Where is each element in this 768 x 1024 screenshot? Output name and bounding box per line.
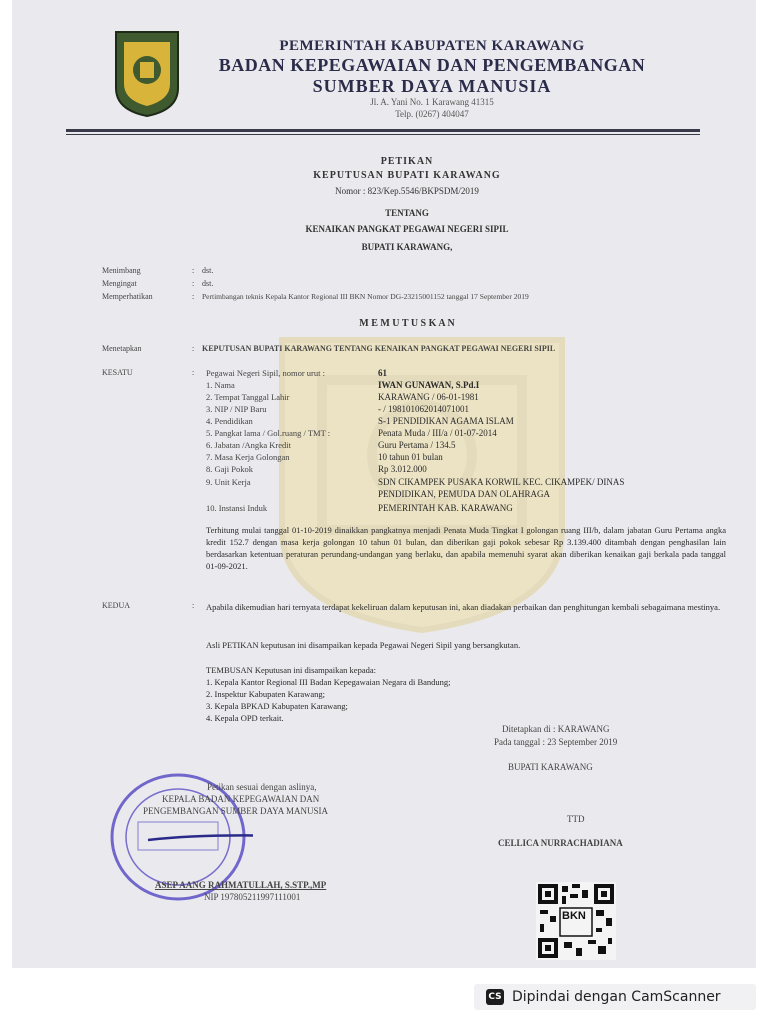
letterhead-rule [66, 129, 700, 132]
letterhead [162, 38, 702, 120]
field-label-nomor-urut: Pegawai Negeri Sipil, nomor urut : [206, 368, 325, 378]
field-label-pangkat: 5. Pangkat lama / Gol.ruang / TMT : [206, 428, 331, 438]
camscanner-watermark [474, 984, 756, 1010]
field-label-nama: 1. Nama [206, 380, 235, 390]
letterhead-line2: BADAN KEPEGAWAIAN DAN PENGEMBANGAN [218, 55, 646, 75]
ttd-label: TTD [567, 814, 585, 824]
tembusan-title: TEMBUSAN Keputusan ini disampaikan kepada: [206, 665, 376, 675]
bupati-heading: BUPATI KARAWANG, [361, 242, 453, 252]
memperhatikan-value: Pertimbangan teknis Kepala Kantor Regional III BKN Nomor DG-23215001152 tanggal 17 September 2019 [202, 292, 529, 301]
tembusan-item: 1. Kepala Kantor Regional III Badan Kepegawaian Negara di Bandung; [206, 677, 451, 687]
tembusan-item: 3. Kepala BPKAD Kabupaten Karawang; [206, 701, 348, 711]
field-value-nomor-urut: 61 [378, 368, 387, 378]
field-label-pendidikan: 4. Pendidikan [206, 416, 253, 426]
menetapkan-label: Menetapkan [102, 344, 142, 353]
field-label-nip: 3. NIP / NIP Baru [206, 404, 267, 414]
bupati-name: CELLICA NURRACHADIANA [498, 838, 623, 848]
field-label-masa-kerja: 7. Masa Kerja Golongan [206, 452, 290, 462]
letterhead-rule-thin [66, 134, 700, 135]
ditetapkan-di: Ditetapkan di : KARAWANG [502, 724, 610, 734]
qr-center-label: BKN [562, 910, 586, 922]
menetapkan-value: KEPUTUSAN BUPATI KARAWANG TENTANG KENAIKAN PANGKAT PEGAWAI NEGERI SIPIL [202, 344, 556, 353]
memperhatikan-label: Memperhatikan [102, 292, 153, 301]
petikan-heading: PETIKAN [380, 156, 434, 167]
field-label-gaji: 8. Gaji Pokok [206, 464, 253, 474]
ditetapkan-tanggal: Pada tanggal : 23 September 2019 [494, 737, 618, 747]
decree-number: Nomor : 823/Kep.5546/BKPSDM/2019 [335, 186, 479, 196]
field-value-pendidikan: S-1 PENDIDIKAN AGAMA ISLAM [378, 416, 514, 426]
salinan-line2: KEPALA BADAN KEPEGAWAIAN DAN [162, 794, 320, 804]
bupati-title: BUPATI KARAWANG [508, 762, 593, 772]
camscanner-label: Dipindai dengan CamScanner [512, 989, 721, 1005]
field-label-unit-kerja: 9. Unit Kerja [206, 477, 251, 487]
field-label-ttl: 2. Tempat Tanggal Lahir [206, 392, 290, 402]
field-label-jabatan: 6. Jabatan /Angka Kredit [206, 440, 291, 450]
salinan-name: ASEP AANG RAHMATULLAH, S.STP.,MP [155, 880, 327, 890]
kesatu-label: KESATU [102, 368, 133, 377]
field-value-instansi: PEMERINTAH KAB. KARAWANG [378, 503, 513, 513]
salinan-nip: NIP 197805211997111001 [204, 892, 301, 902]
field-label-instansi: 10. Instansi Induk [206, 503, 268, 513]
menimbang-value: dst. [202, 266, 214, 275]
kedua-label: KEDUA [102, 601, 130, 610]
kedua-text: Apabila dikemudian hari ternyata terdapat kekeliruan dalam keputusan ini, akan diadakan perbaikan dan penghitungan kembali sebagaimana mestinya. [206, 602, 721, 612]
document-sheet: PEMERINTAH KABUPATEN KARAWANG BADAN KEPEGAWAIAN DAN PENGEMBANGAN SUMBER DAYA MANUSIA Jl. A. Yani No. 1 Karawang 41315 Telp. (0267) 404047 PETIKAN KEPUTUSAN BUPATI KARAWANG Nomor : 823/Kep.5546/BKPSDM/2019 TENTANG KENAIKAN PANGKAT PEGAWAI NEGERI SIPIL BUPATI KARAWANG, Menimbang : dst. Mengingat : dst. Memperhatikan : Pertimbangan teknis Kepala Kantor Regional III BKN Nomor DG-23215001152 tanggal 17 September 2019 M E M U T U S K A N Menetapkan : KEPUTUSAN BUPATI KARAWANG TENTANG KENAIKAN PANGKAT PEGAWAI NEGERI SIPIL KESATU : Pegawai Negeri Sipil, nomor urut : 61 1. Nama IWAN GUNAWAN, S.Pd.I 2. Tempat Tanggal Lahir KARAWANG / 06-01-1981 3. NIP / NIP Baru - / 198101062014071001 4. Pendidikan S-1 PENDIDIKAN AGAMA ISLAM 5. Pangkat lama / Gol.ruang / TMT : Penata Muda / III/a / 01-07-2014 6. Jabatan /Angka Kredit Guru Pertama / 134.5 7. Masa Kerja Golongan 10 tahun 01 bulan 8. Gaji Pokok Rp 3.012.000 9. Unit Kerja SDN CIKAMPEK PUSAKA KORWIL KEC. CIKAMPEK/ DINAS PENDIDIKAN, PEMUDA DAN OLAHRAGA 10. Instansi Induk PEMERINTAH KAB. KARAWANG Terhitung mulai tanggal 01-10-2019 dinaikkan pangkatnya menjadi Penata Muda Tingkat I golongan ruang III/b, dalam jabatan Guru Pertama angka kredit 152.7 dengan masa kerja golongan 10 tahun 01 bulan, dan diberikan gaji pokok sebesar Rp 3.139.400 ditambah dengan penghasilan lain berdasarkan ketentuan peraturan perundang-undangan yang berlaku, dan apabila memenuhi syarat akan diberikan kenaikan gaji berkala pada tanggal 01-09-2021. KEDUA : Apabila dikemudian hari ternyata terdapat kekeliruan dalam keputusan ini, akan diadakan perbaikan dan penghitungan kembali sebagaimana mestinya. Asli PETIKAN keputusan ini disampaikan kepada Pegawai Negeri Sipil yang bersangkutan. TEMBUSAN Keputusan ini disampaikan kepada: 1. Kepala Kantor Regional III Badan Kepegawaian Negara di Bandung; 2. Inspektur Kabupaten Karawang; 3. Kepala BPKAD Kabupaten Karawang; 4. Kepala OPD terkait. Ditetapkan di : KARAWANG Pada tanggal : 23 September 2019 BUPATI KARAWANG TTD CELLICA NURRACHADIANA Petikan sesuai dengan aslinya, KEPALA BADAN KEPEGAWAIAN DAN PENGEMBANGAN SUMBER DAYA MANUSIA ASEP AANG RAHMATULLAH, S.STP.,MP NIP 197805211997111001 BKN [12, 0, 756, 968]
letterhead-line1: PEMERINTAH KABUPATEN KARAWANG [279, 38, 585, 54]
field-value-nip: - / 198101062014071001 [378, 404, 469, 414]
field-value-ttl: KARAWANG / 06-01-1981 [378, 392, 479, 402]
decree-subject: KENAIKAN PANGKAT PEGAWAI NEGERI SIPIL [305, 224, 509, 234]
letterhead-address: Jl. A. Yani No. 1 Karawang 41315 [370, 97, 494, 107]
field-value-pangkat: Penata Muda / III/a / 01-07-2014 [378, 428, 497, 438]
field-value-gaji: Rp 3.012.000 [378, 464, 427, 474]
field-value-unit-kerja: SDN CIKAMPEK PUSAKA KORWIL KEC. CIKAMPEK/ DINAS [378, 477, 625, 487]
field-value-unit-kerja-cont: PENDIDIKAN, PEMUDA DAN OLAHRAGA [378, 489, 550, 499]
memutuskan-heading: M E M U T U S K A N [359, 318, 455, 329]
field-value-nama: IWAN GUNAWAN, S.Pd.I [378, 380, 480, 390]
kesatu-paragraph: Terhitung mulai tanggal 01-10-2019 dinaikkan pangkatnya menjadi Penata Muda Tingkat I golongan ruang III/b, dalam jabatan Guru Pertama angka kredit 152.7 dengan masa kerja golongan 10 tahun 01 bulan, dan diberikan gaji pokok sebesar Rp 3.139.400 ditambah dengan penghasilan lain berdasarkan ketentuan peraturan perundang-undangan yang berlaku, dan apabila memenuhi syarat akan diberikan kenaikan gaji berkala pada tanggal 01-09-2021. [206, 525, 726, 571]
asli-text: Asli PETIKAN keputusan ini disampaikan kepada Pegawai Negeri Sipil yang bersangkutan. [206, 640, 521, 650]
salinan-line3: PENGEMBANGAN SUMBER DAYA MANUSIA [143, 806, 328, 816]
decree-title: KEPUTUSAN BUPATI KARAWANG [313, 170, 501, 181]
letterhead-line3: SUMBER DAYA MANUSIA [312, 76, 552, 96]
letterhead-phone: Telp. (0267) 404047 [395, 109, 469, 119]
field-value-jabatan: Guru Pertama / 134.5 [378, 440, 456, 450]
mengingat-value: dst. [202, 279, 214, 288]
field-value-masa-kerja: 10 tahun 01 bulan [378, 452, 443, 462]
tembusan-item: 2. Inspektur Kabupaten Karawang; [206, 689, 325, 699]
tentang-heading: TENTANG [385, 208, 429, 218]
mengingat-label: Mengingat [102, 279, 137, 288]
camscanner-icon: CS [486, 989, 504, 1005]
tembusan-item: 4. Kepala OPD terkait. [206, 713, 284, 723]
menimbang-label: Menimbang [102, 266, 141, 275]
salinan-line1: Petikan sesuai dengan aslinya, [207, 782, 317, 792]
